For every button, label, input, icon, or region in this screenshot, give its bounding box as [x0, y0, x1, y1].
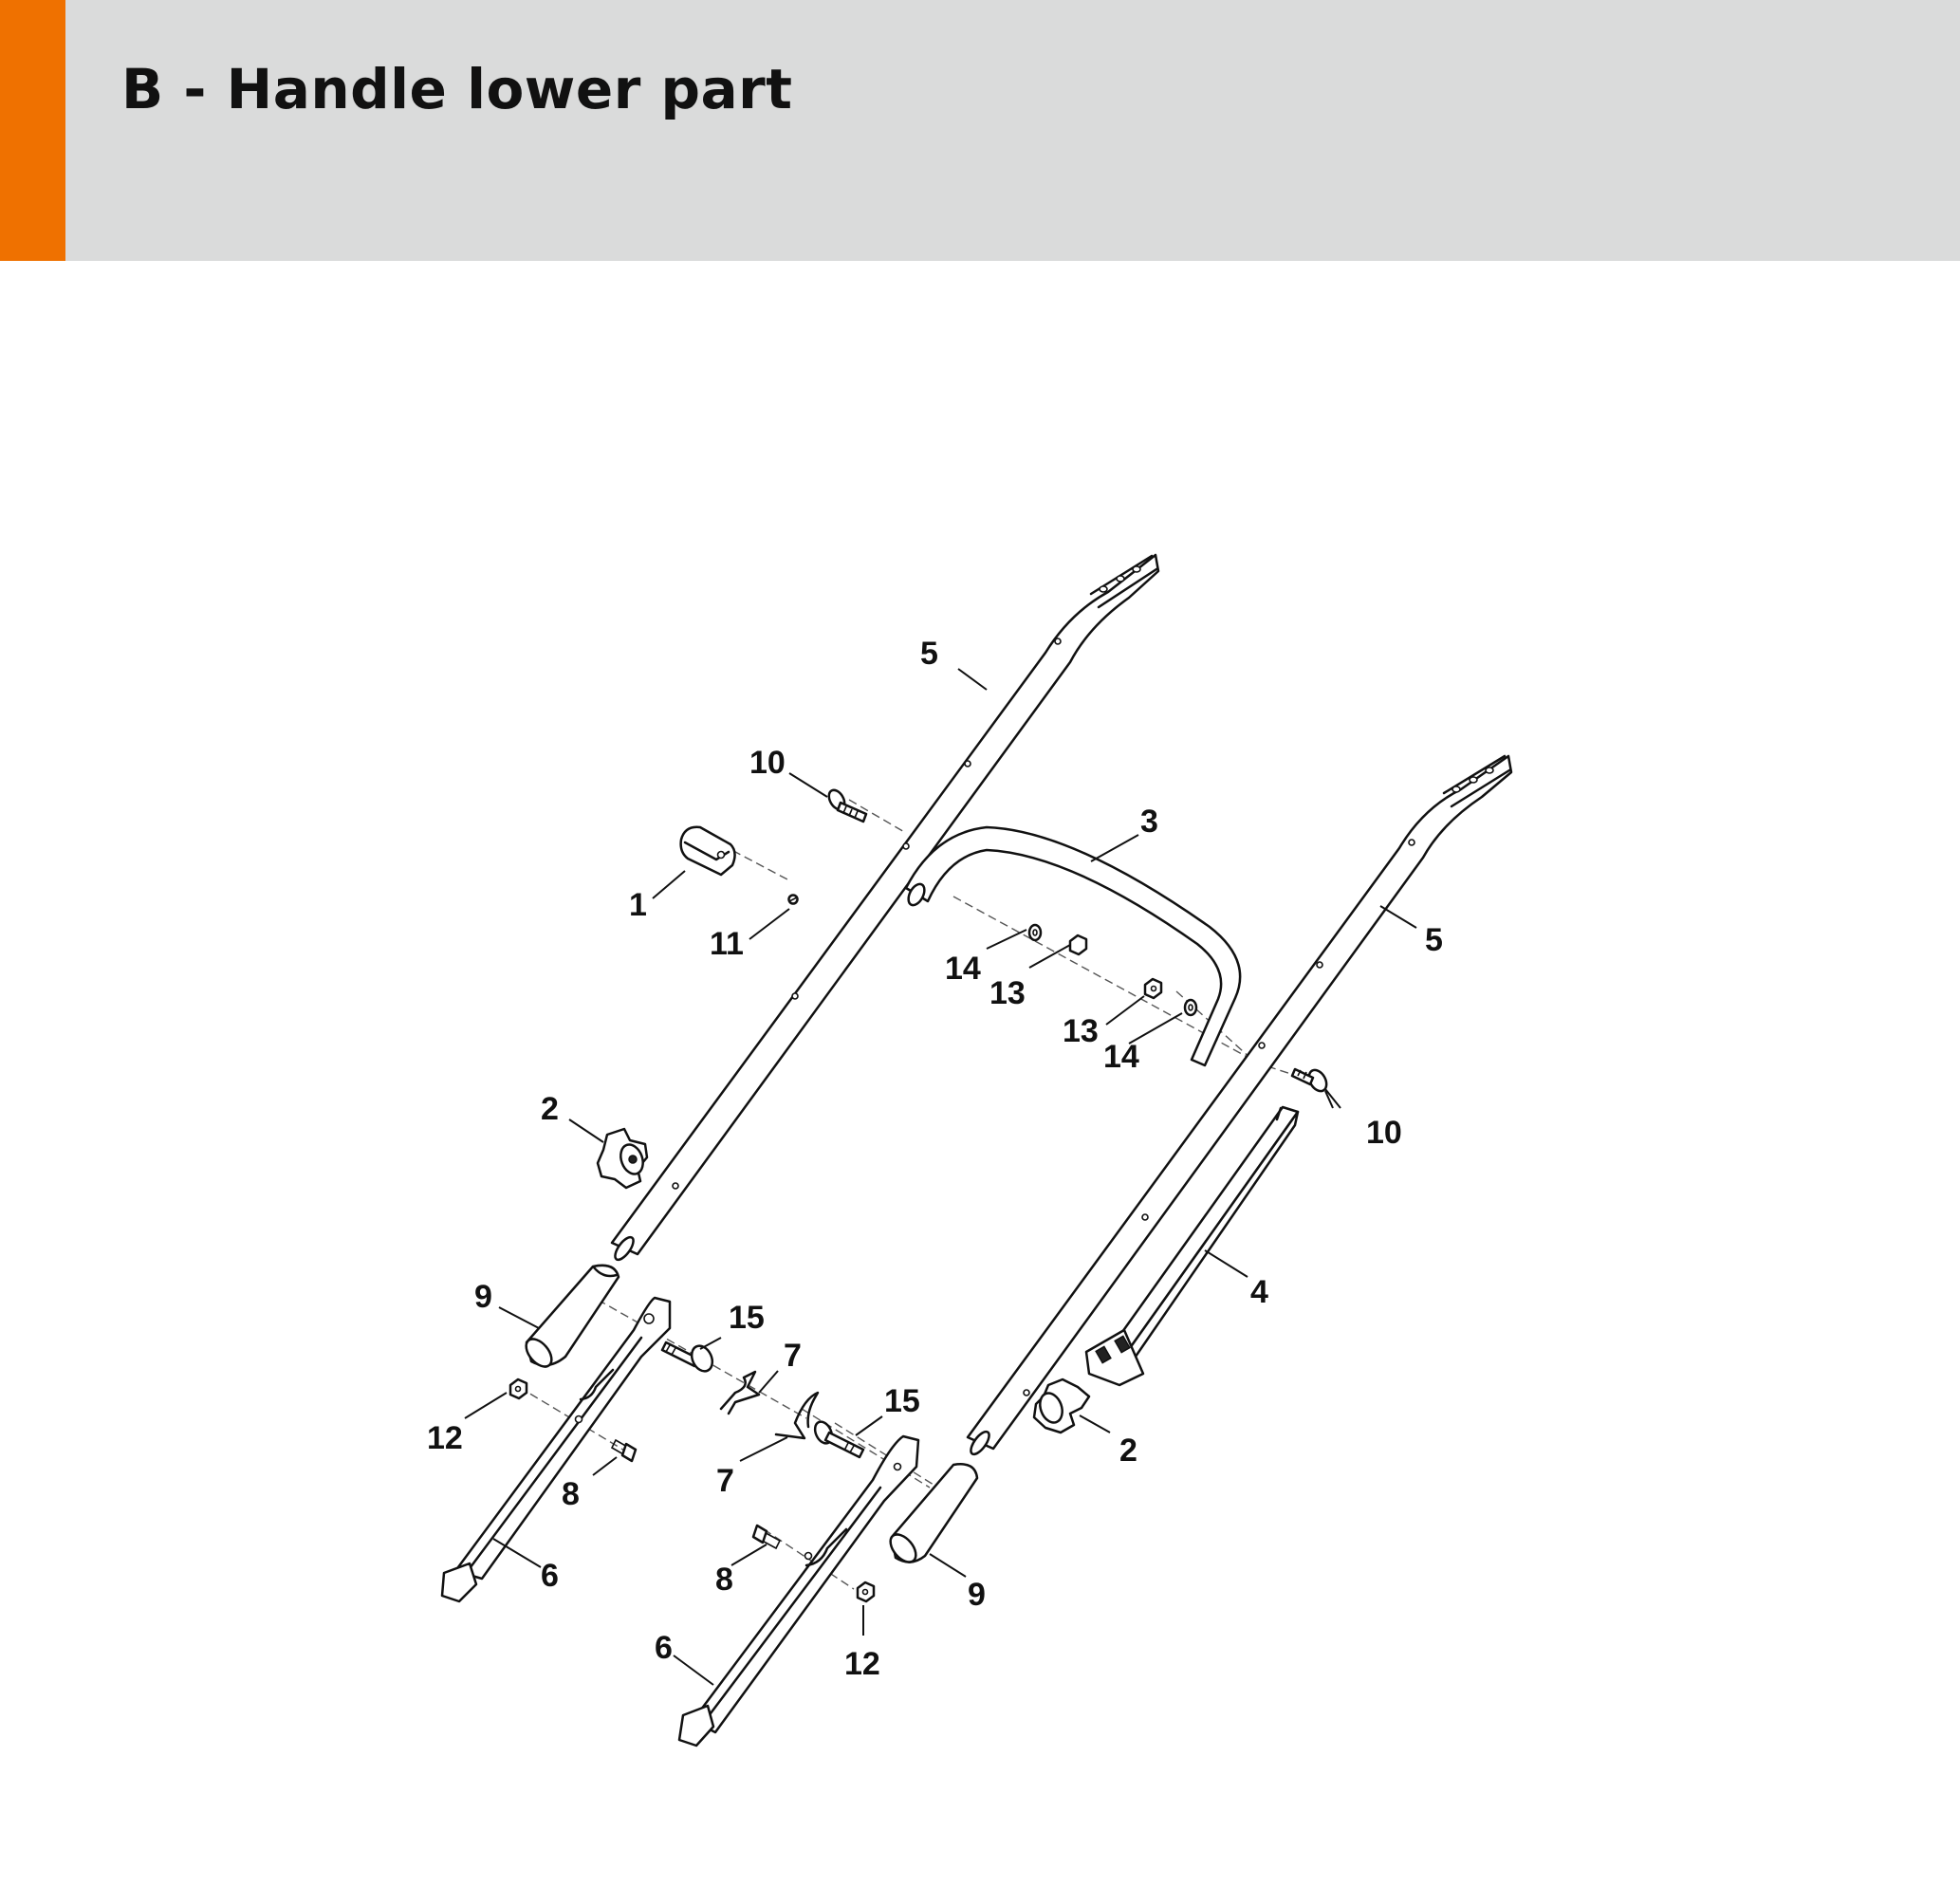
part-10-bolt-right: [1292, 1067, 1330, 1095]
part-14-washer-upper: [1029, 925, 1041, 940]
part-2-star-knob-left: [598, 1129, 647, 1188]
part-10-bolt-left: [825, 787, 866, 822]
callout-10-right: 10: [1366, 1115, 1402, 1151]
callout-5-left: 5: [920, 636, 938, 672]
callout-14-lower: 14: [1103, 1039, 1139, 1075]
callout-2-left: 2: [541, 1091, 559, 1127]
callout-9-left: 9: [474, 1279, 492, 1315]
part-7-spring-right: [776, 1393, 818, 1438]
callout-3: 3: [1140, 804, 1158, 840]
part-14-washer-lower: [1185, 1000, 1196, 1015]
callout-15-left: 15: [729, 1300, 765, 1336]
callout-15-right: 15: [884, 1383, 920, 1419]
part-2-star-knob-right: [1034, 1379, 1089, 1433]
callout-12-right: 12: [844, 1646, 880, 1682]
page-title: B - Handle lower part: [121, 57, 793, 121]
callout-13-lower: 13: [1063, 1013, 1099, 1049]
callout-13-upper: 13: [989, 975, 1026, 1011]
callout-8-left: 8: [562, 1476, 580, 1512]
part-12-nut-right: [858, 1582, 874, 1601]
callout-5-right: 5: [1425, 922, 1443, 958]
part-13-nut-lower: [1145, 979, 1161, 998]
part-5-left-lower-handle-tube: [612, 555, 1158, 1263]
callout-9-right: 9: [968, 1577, 986, 1613]
part-9-sleeve-left: [521, 1266, 619, 1372]
callout-14-upper: 14: [945, 951, 981, 987]
callout-12-left: 12: [427, 1420, 463, 1456]
callout-1: 1: [629, 887, 647, 923]
part-13-nut-upper: [1070, 935, 1086, 954]
callout-7-right: 7: [716, 1463, 734, 1499]
part-12-nut-left: [510, 1379, 527, 1398]
callout-2-right: 2: [1119, 1433, 1137, 1469]
callout-10-left: 10: [749, 745, 786, 781]
part-15-axle-left: [662, 1342, 716, 1375]
part-1-clamp: [681, 827, 735, 875]
part-7-spring-left: [721, 1372, 759, 1414]
callout-6-right: 6: [655, 1630, 673, 1666]
callout-11: 11: [710, 926, 744, 962]
callout-4: 4: [1250, 1274, 1268, 1310]
callout-7-left: 7: [784, 1338, 802, 1374]
part-11-screw: [789, 896, 798, 904]
callout-6-left: 6: [541, 1558, 559, 1594]
callout-8-right: 8: [715, 1562, 733, 1598]
